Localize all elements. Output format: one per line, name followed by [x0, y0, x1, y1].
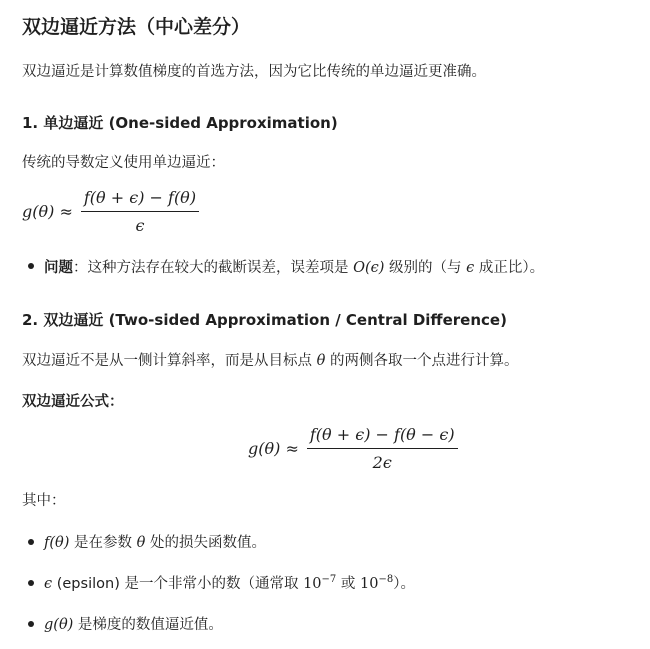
- formula-numerator: f(θ + ϵ) − f(θ): [83, 188, 197, 207]
- formula-lhs: g(θ) ≈: [248, 439, 299, 458]
- problem-label: 问题: [44, 260, 73, 276]
- theta-symbol: θ: [136, 535, 146, 551]
- section2-text-2: 的两侧各取一个点进行计算。: [325, 353, 519, 369]
- section1-heading: 1. 单边逼近 (One-sided Approximation): [22, 114, 338, 132]
- section1-problem-bullet: [44, 256, 544, 277]
- error-term: O(ϵ): [353, 260, 385, 276]
- intro-paragraph: 双边逼近是计算数值梯度的首选方法，因为它比传统的单边逼近更准确。: [22, 64, 486, 80]
- bullet-dot: [28, 263, 34, 269]
- two-sided-formula: [248, 425, 458, 472]
- list-item-text: 或: [336, 576, 360, 592]
- problem-text-2: 级别的（与: [384, 260, 467, 276]
- formula-fraction: [307, 425, 458, 472]
- where-label: 其中：: [22, 493, 66, 509]
- formula-denominator: ϵ: [135, 216, 145, 235]
- bullet-dot: [28, 539, 34, 545]
- bullet-dot: [28, 621, 34, 627]
- list-item: [44, 613, 223, 634]
- power-exponent: −7: [321, 574, 337, 586]
- formula-denominator: 2ϵ: [372, 453, 392, 472]
- one-sided-formula: [22, 188, 199, 235]
- page-title: 双边逼近方法（中心差分）: [22, 16, 251, 38]
- list-item-text: 处的损失函数值。: [145, 535, 266, 551]
- formula-fraction: [81, 188, 199, 235]
- formula-label: 双边逼近公式：: [22, 394, 124, 410]
- formula-numerator: f(θ + ϵ) − f(θ − ϵ): [309, 425, 455, 444]
- list-item-text: 是梯度的数值逼近值。: [73, 617, 223, 633]
- problem-text-1: ：这种方法存在较大的截断误差，误差项是: [73, 260, 354, 276]
- math-term: g(θ): [44, 617, 74, 633]
- power-base: 10: [360, 576, 379, 592]
- formula-lhs: g(θ) ≈: [22, 202, 73, 221]
- list-item-text: (epsilon) 是一个非常小的数（通常取: [52, 576, 304, 592]
- epsilon-symbol: ϵ: [466, 260, 475, 276]
- list-item: [44, 531, 266, 552]
- section2-heading: 2. 双边逼近 (Two-sided Approximation / Central Difference): [22, 311, 507, 329]
- epsilon-symbol: ϵ: [44, 576, 53, 592]
- theta-symbol: θ: [316, 353, 326, 369]
- power-exponent: −8: [378, 574, 394, 586]
- problem-text-3: 成正比）。: [474, 260, 545, 276]
- math-term: f(θ): [44, 535, 70, 551]
- list-item-text: 是在参数: [69, 535, 137, 551]
- section2-text-1: 双边逼近不是从一侧计算斜率，而是从目标点: [22, 353, 317, 369]
- section2-text: [22, 349, 518, 370]
- section1-text: 传统的导数定义使用单边逼近：: [22, 155, 225, 171]
- power-base: 10: [303, 576, 322, 592]
- bullet-dot: [28, 580, 34, 586]
- list-item: [44, 572, 415, 593]
- list-item-text: ）。: [393, 576, 415, 592]
